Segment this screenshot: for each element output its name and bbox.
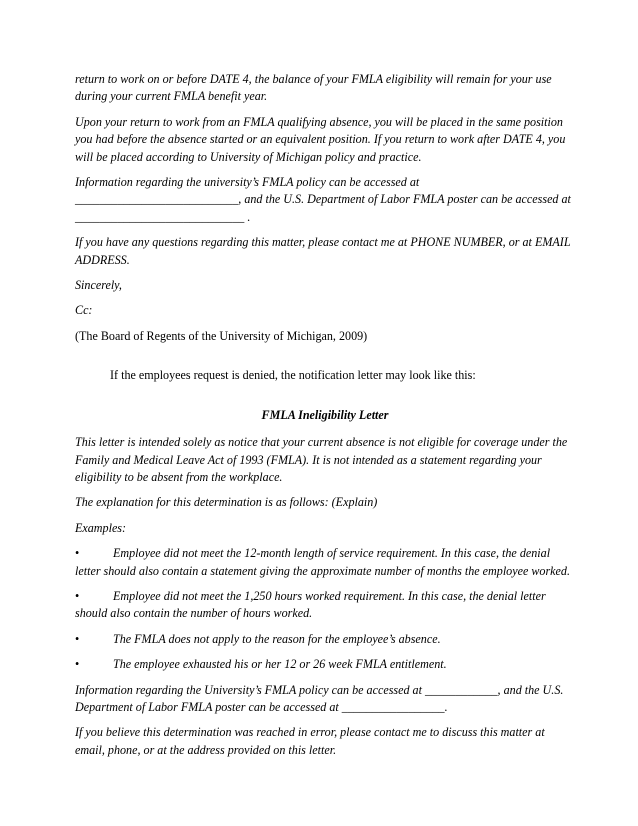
letter1-closing: Sincerely,: [75, 278, 122, 293]
letter2-paragraph-1: This letter is intended solely as notice that your current absence is not eligible for coverage under the Family and Medical Leave Act of 1993 (FMLA). It is not intended as a statement regarding your eligibility to be absent from the workplace.: [75, 435, 568, 484]
letter2-paragraph-4: If you believe this determination was reached in error, please contact me to discuss this matter at email, phone, or at the address provided on this letter.: [75, 725, 545, 757]
letter1-paragraph-1: return to work on or before DATE 4, the balance of your FMLA eligibility will remain for your use during your current FMLA benefit year.: [75, 72, 552, 104]
list-item: [75, 631, 575, 648]
letter1-paragraph-3: Information regarding the university’s FMLA policy can be accessed at ___________________________, and the U.S. Department of Labor FMLA poster can be accessed at ____________________________ .: [75, 175, 571, 224]
letter2-title: FMLA Ineligibility Letter: [261, 407, 389, 422]
letter2-paragraph-3: Information regarding the University’s FMLA policy can be accessed at ____________, and the U.S. Department of Labor FMLA poster can be accessed at _________________.: [75, 682, 564, 714]
list-item: [75, 545, 575, 580]
bullet-icon: •: [75, 546, 80, 561]
list-item-text: Employee did not meet the 12-month length of service requirement. In this case, the denial letter should also contain a statement giving the approximate number of months the employee worked.: [75, 546, 570, 578]
bullet-icon: •: [75, 657, 80, 672]
intro-text: If the employees request is denied, the notification letter may look like this:: [110, 368, 476, 383]
bullet-icon: •: [75, 588, 80, 603]
letter1-cc: Cc:: [75, 303, 93, 318]
letter2-paragraph-2: The explanation for this determination is as follows: (Explain): [75, 495, 378, 510]
list-item: [75, 588, 575, 623]
list-item-text: The employee exhausted his or her 12 or 26 week FMLA entitlement.: [113, 657, 447, 672]
letter1-paragraph-2: Upon your return to work from an FMLA qualifying absence, you will be placed in the same position you had before the absence started or an equivalent position. If you return to work after DATE 4, you will be placed according to University of Michigan policy and practice.: [75, 114, 566, 164]
list-item: [75, 656, 575, 673]
examples-label: Examples:: [75, 520, 127, 535]
bullet-icon: •: [75, 631, 80, 646]
letter1-paragraph-4: If you have any questions regarding this matter, please contact me at PHONE NUMBER, or at EMAIL ADDRESS.: [75, 235, 571, 267]
citation: (The Board of Regents of the University of Michigan, 2009): [75, 328, 368, 343]
document-page: [75, 71, 575, 759]
list-item-text: The FMLA does not apply to the reason for the employee’s absence.: [113, 631, 441, 646]
list-item-text: Employee did not meet the 1,250 hours worked requirement. In this case, the denial letter should also contain the number of hours worked.: [75, 588, 546, 621]
